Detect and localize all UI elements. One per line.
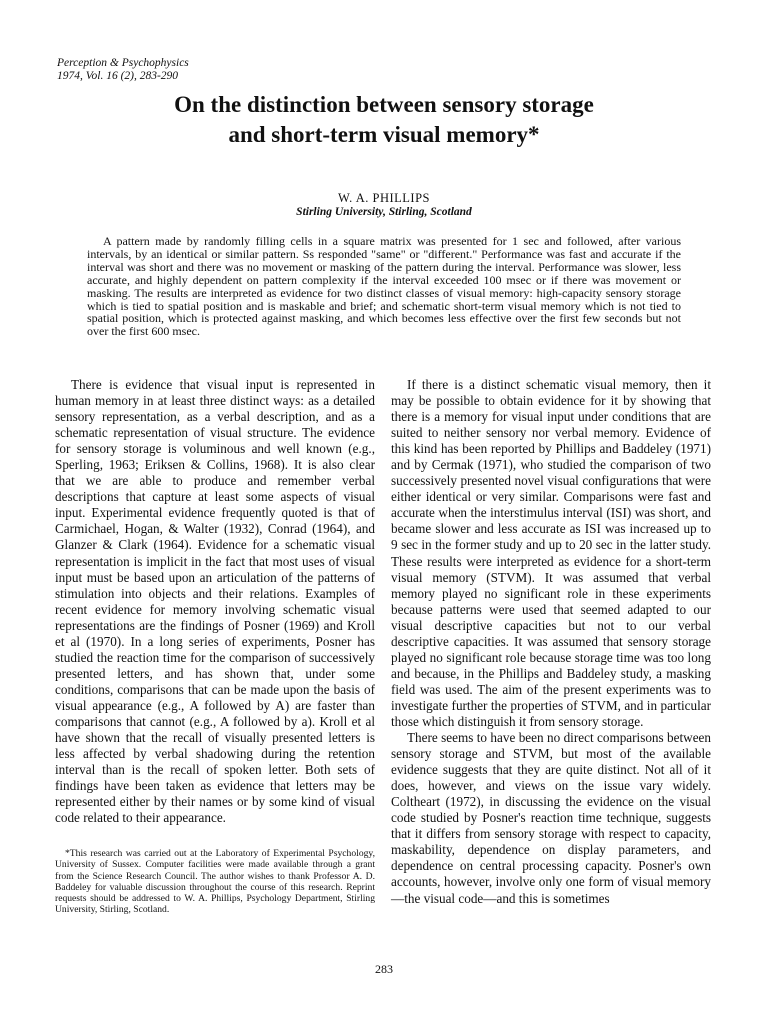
journal-name: Perception & Psychophysics [57,57,189,69]
author-name: W. A. PHILLIPS [338,191,430,205]
journal-citation [57,57,189,83]
title-line-2: and short-term visual memory* [228,122,540,147]
body-column-right [391,377,711,907]
page-number: 283 [375,962,393,976]
abstract: A pattern made by randomly filling cells in a square matrix was presented for 1 sec and followed, after various intervals, by an identical or similar pattern. Ss responded "same" or "different." Performance was fast and accurate if the interval was short and there was no movement or masking of the pattern during the interval. Performance was slower, less accurate, and highly dependent on pattern complexity if the interval exceeded 100 msec or if there was movement or masking. The results are interpreted as evidence for two distinct classes of visual memory: high-capacity sensory storage which is tied to spatial position and is maskable and brief; and schematic short-term visual memory which is not tied to spatial position, which is protected against masking, and which becomes less effective over the first few seconds but not over the first 600 msec. [87,234,681,339]
body-paragraph: If there is a distinct schematic visual memory, then it may be possible to obtain evidence for it by showing that there is a memory for visual input under conditions that are suited to neither sensory nor verbal memory. Evidence of this kind has been reported by Phillips and Baddeley (1971) and by Cermak (1971), who studied the comparison of two successively presented novel visual configurations that were either identical or very similar. Comparisons were fast and accurate when the interstimulus interval (ISI) was short, and became slower and less accurate as ISI was increased up to 9 sec in the former study and up to 20 sec in the latter study. These results were interpreted as evidence for a short-term visual memory (STVM). It was assumed that verbal memory played no significant role in these experiments because patterns were used that seemed adapted to our visual descriptive capacities but not to our verbal descriptive capacities. It was assumed that sensory storage played no significant role because storage time was too long and because, in the Phillips and Baddeley study, a masking field was used. The aim of the present experiments was to investigate further the properties of STVM, and in particular those which distinguish it from sensory storage. [391,377,711,729]
author-affiliation: Stirling University, Stirling, Scotland [296,206,472,218]
body-paragraph: There seems to have been no direct comparisons between sensory storage and STVM, but most of the available evidence suggests that they are quite distinct. Not all of it does, however, and views on the issue vary widely. Coltheart (1972), in discussing the evidence on the visual code studied by Posner's reaction time technique, suggests that it differs from sensory storage with respect to capacity, maskability, dependence on display parameters, and dependence on central processing capacity. Posner's own accounts, however, involve only one form of visual memory—the visual code—and this is sometimes [391,730,711,906]
body-column-left [55,377,375,826]
article-title [0,90,768,150]
title-line-1: On the distinction between sensory storage [174,92,594,117]
body-paragraph: There is evidence that visual input is represented in human memory in at least three distinct ways: as a detailed sensory representation, as a verbal description, and as a schematic representation of visual structure. The evidence for sensory storage is voluminous and well known (e.g., Sperling, 1963; Eriksen & Collins, 1968). It is also clear that we are able to produce and remember verbal descriptions that capture at least some aspects of visual input. Experimental evidence frequently quoted is that of Carmichael, Hogan, & Walter (1932), Conrad (1964), and Glanzer & Clark (1964). Evidence for a schematic visual representation is implicit in the fact that most uses of visual input must be based upon an articulation of the patterns of stimulation into objects and their relations. Examples of recent evidence for memory involving schematic visual representations are the findings of Posner (1969) and Kroll et al (1970). In a long series of experiments, Posner has studied the reaction time for the comparison of successively presented letters, and has shown that, under some conditions, comparisons that can be made upon the basis of visual appearance (e.g., A followed by A) are faster than comparisons that cannot (e.g., A followed by a). Kroll et al have shown that the recall of visually presented letters is less affected by verbal shadowing during the retention interval than is the recall of spoken letter. Both sets of findings have been taken as evidence that letters may be represented either by their names or by some kind of visual code related to their appearance. [55,377,375,826]
journal-volume: 1974, Vol. 16 (2), 283-290 [57,70,179,82]
footnote: *This research was carried out at the Laboratory of Experimental Psychology, University of Sussex. Computer facilities were made available through a grant from the Science Research Council. The author wishes to thank Professor A. D. Baddeley for valuable discussion throughout the course of this research. Reprint requests should be addressed to W. A. Phillips, Psychology Department, Stirling University, Stirling, Scotland. [55,848,375,916]
